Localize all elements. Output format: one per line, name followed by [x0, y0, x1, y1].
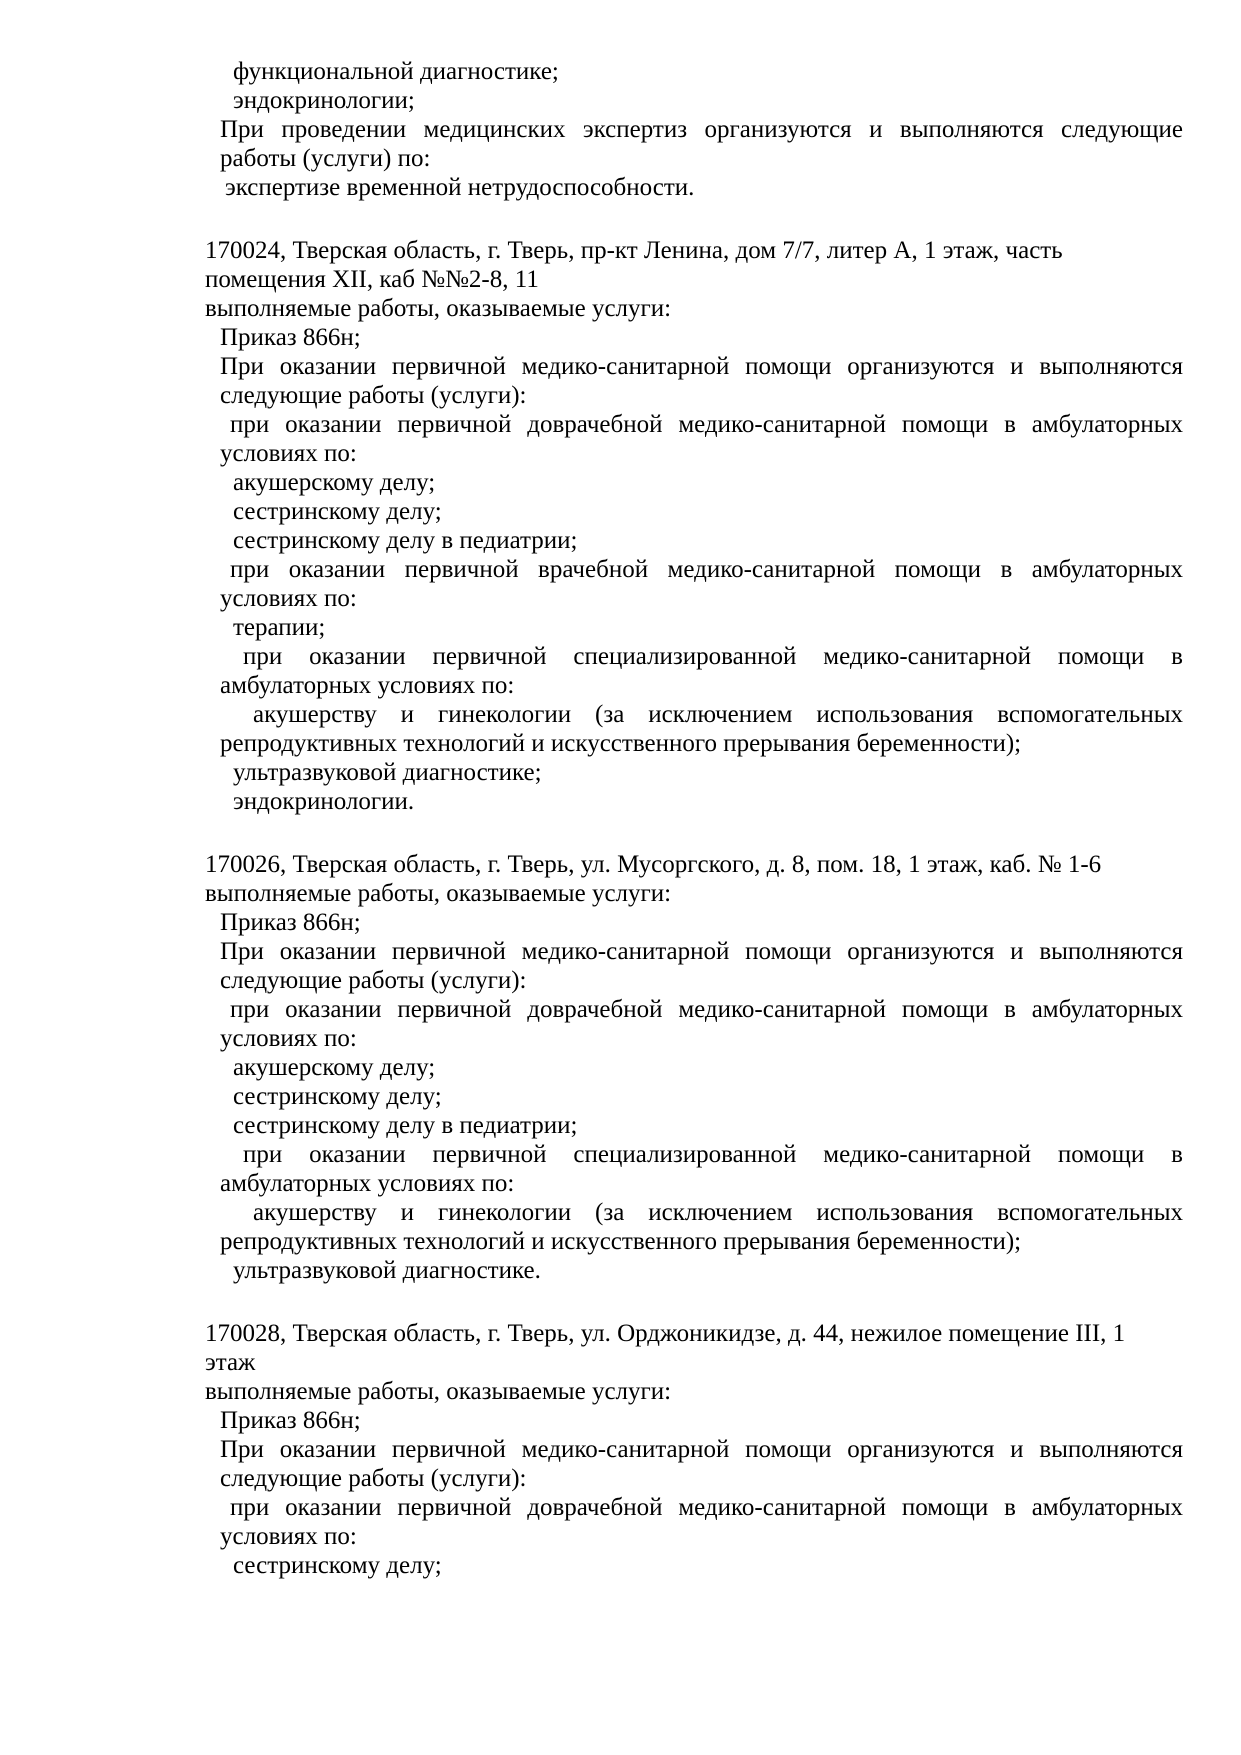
service-category: при оказании первичной доврачебной медико-санитарной помощи в амбулаторных: [230, 1494, 1183, 1521]
service-category: при оказании первичной специализированной медико-санитарной помощи в: [243, 1141, 1183, 1168]
service-item: функциональной диагностике;: [233, 58, 559, 85]
primary-care-clause-cont: следующие работы (услуги):: [220, 1465, 527, 1492]
primary-care-clause-cont: следующие работы (услуги):: [220, 967, 527, 994]
facility-address-cont: этаж: [205, 1349, 256, 1376]
facility-address: 170024, Тверская область, г. Тверь, пр-кт Ленина, дом 7/7, литер А, 1 этаж, часть: [205, 237, 1063, 264]
service-item: сестринскому делу;: [233, 1083, 442, 1110]
facility-address: 170028, Тверская область, г. Тверь, ул. Орджоникидзе, д. 44, нежилое помещение III, 1: [205, 1320, 1126, 1347]
works-services-heading: выполняемые работы, оказываемые услуги:: [205, 295, 672, 322]
service-item: эндокринологии.: [233, 788, 415, 815]
works-services-heading: выполняемые работы, оказываемые услуги:: [205, 880, 672, 907]
service-item: сестринскому делу;: [233, 498, 442, 525]
service-category-cont: амбулаторных условиях по:: [220, 672, 515, 699]
facility-address: 170026, Тверская область, г. Тверь, ул. Мусоргского, д. 8, пом. 18, 1 этаж, каб. № 1-6: [205, 851, 1102, 878]
service-item-cont: репродуктивных технологий и искусственного прерывания беременности);: [220, 1228, 1022, 1255]
primary-care-clause: При оказании первичной медико-санитарной помощи организуются и выполняются: [220, 1436, 1183, 1463]
service-item: сестринскому делу;: [233, 1552, 442, 1579]
text-block: [205, 57, 1183, 1580]
service-item: акушерскому делу;: [233, 469, 436, 496]
order-ref: Приказ 866н;: [220, 324, 361, 351]
service-item: акушерству и гинекологии (за исключением использования вспомогательных: [253, 701, 1183, 728]
service-item: эндокринологии;: [233, 87, 415, 114]
service-category-cont: условиях по:: [220, 440, 357, 467]
service-category: при оказании первичной доврачебной медико-санитарной помощи в амбулаторных: [230, 411, 1183, 438]
facility-address-cont: помещения XII, каб №№2-8, 11: [205, 266, 539, 293]
service-category: при оказании первичной врачебной медико-санитарной помощи в амбулаторных: [230, 556, 1183, 583]
works-services-heading: выполняемые работы, оказываемые услуги:: [205, 1378, 672, 1405]
service-item: сестринскому делу в педиатрии;: [233, 1112, 578, 1139]
primary-care-clause: При оказании первичной медико-санитарной помощи организуются и выполняются: [220, 938, 1183, 965]
order-ref: Приказ 866н;: [220, 1407, 361, 1434]
service-category: при оказании первичной доврачебной медико-санитарной помощи в амбулаторных: [230, 996, 1183, 1023]
service-item: акушерскому делу;: [233, 1054, 436, 1081]
service-item: терапии;: [233, 614, 326, 641]
service-category: при оказании первичной специализированной медико-санитарной помощи в: [243, 643, 1183, 670]
service-item-cont: репродуктивных технологий и искусственного прерывания беременности);: [220, 730, 1022, 757]
order-ref: Приказ 866н;: [220, 909, 361, 936]
service-category-cont: условиях по:: [220, 1025, 357, 1052]
service-item: ультразвуковой диагностике;: [233, 759, 542, 786]
service-category-cont: амбулаторных условиях по:: [220, 1170, 515, 1197]
service-item: акушерству и гинекологии (за исключением использования вспомогательных: [253, 1199, 1183, 1226]
expertise-clause-cont: работы (услуги) по:: [220, 145, 431, 172]
service-category-cont: условиях по:: [220, 585, 357, 612]
service-item: экспертизе временной нетрудоспособности.: [225, 174, 695, 201]
service-item: ультразвуковой диагностике.: [233, 1257, 541, 1284]
service-item: сестринскому делу в педиатрии;: [233, 527, 578, 554]
primary-care-clause: При оказании первичной медико-санитарной помощи организуются и выполняются: [220, 353, 1183, 380]
service-category-cont: условиях по:: [220, 1523, 357, 1550]
expertise-clause: При проведении медицинских экспертиз организуются и выполняются следующие: [220, 116, 1183, 143]
primary-care-clause-cont: следующие работы (услуги):: [220, 382, 527, 409]
